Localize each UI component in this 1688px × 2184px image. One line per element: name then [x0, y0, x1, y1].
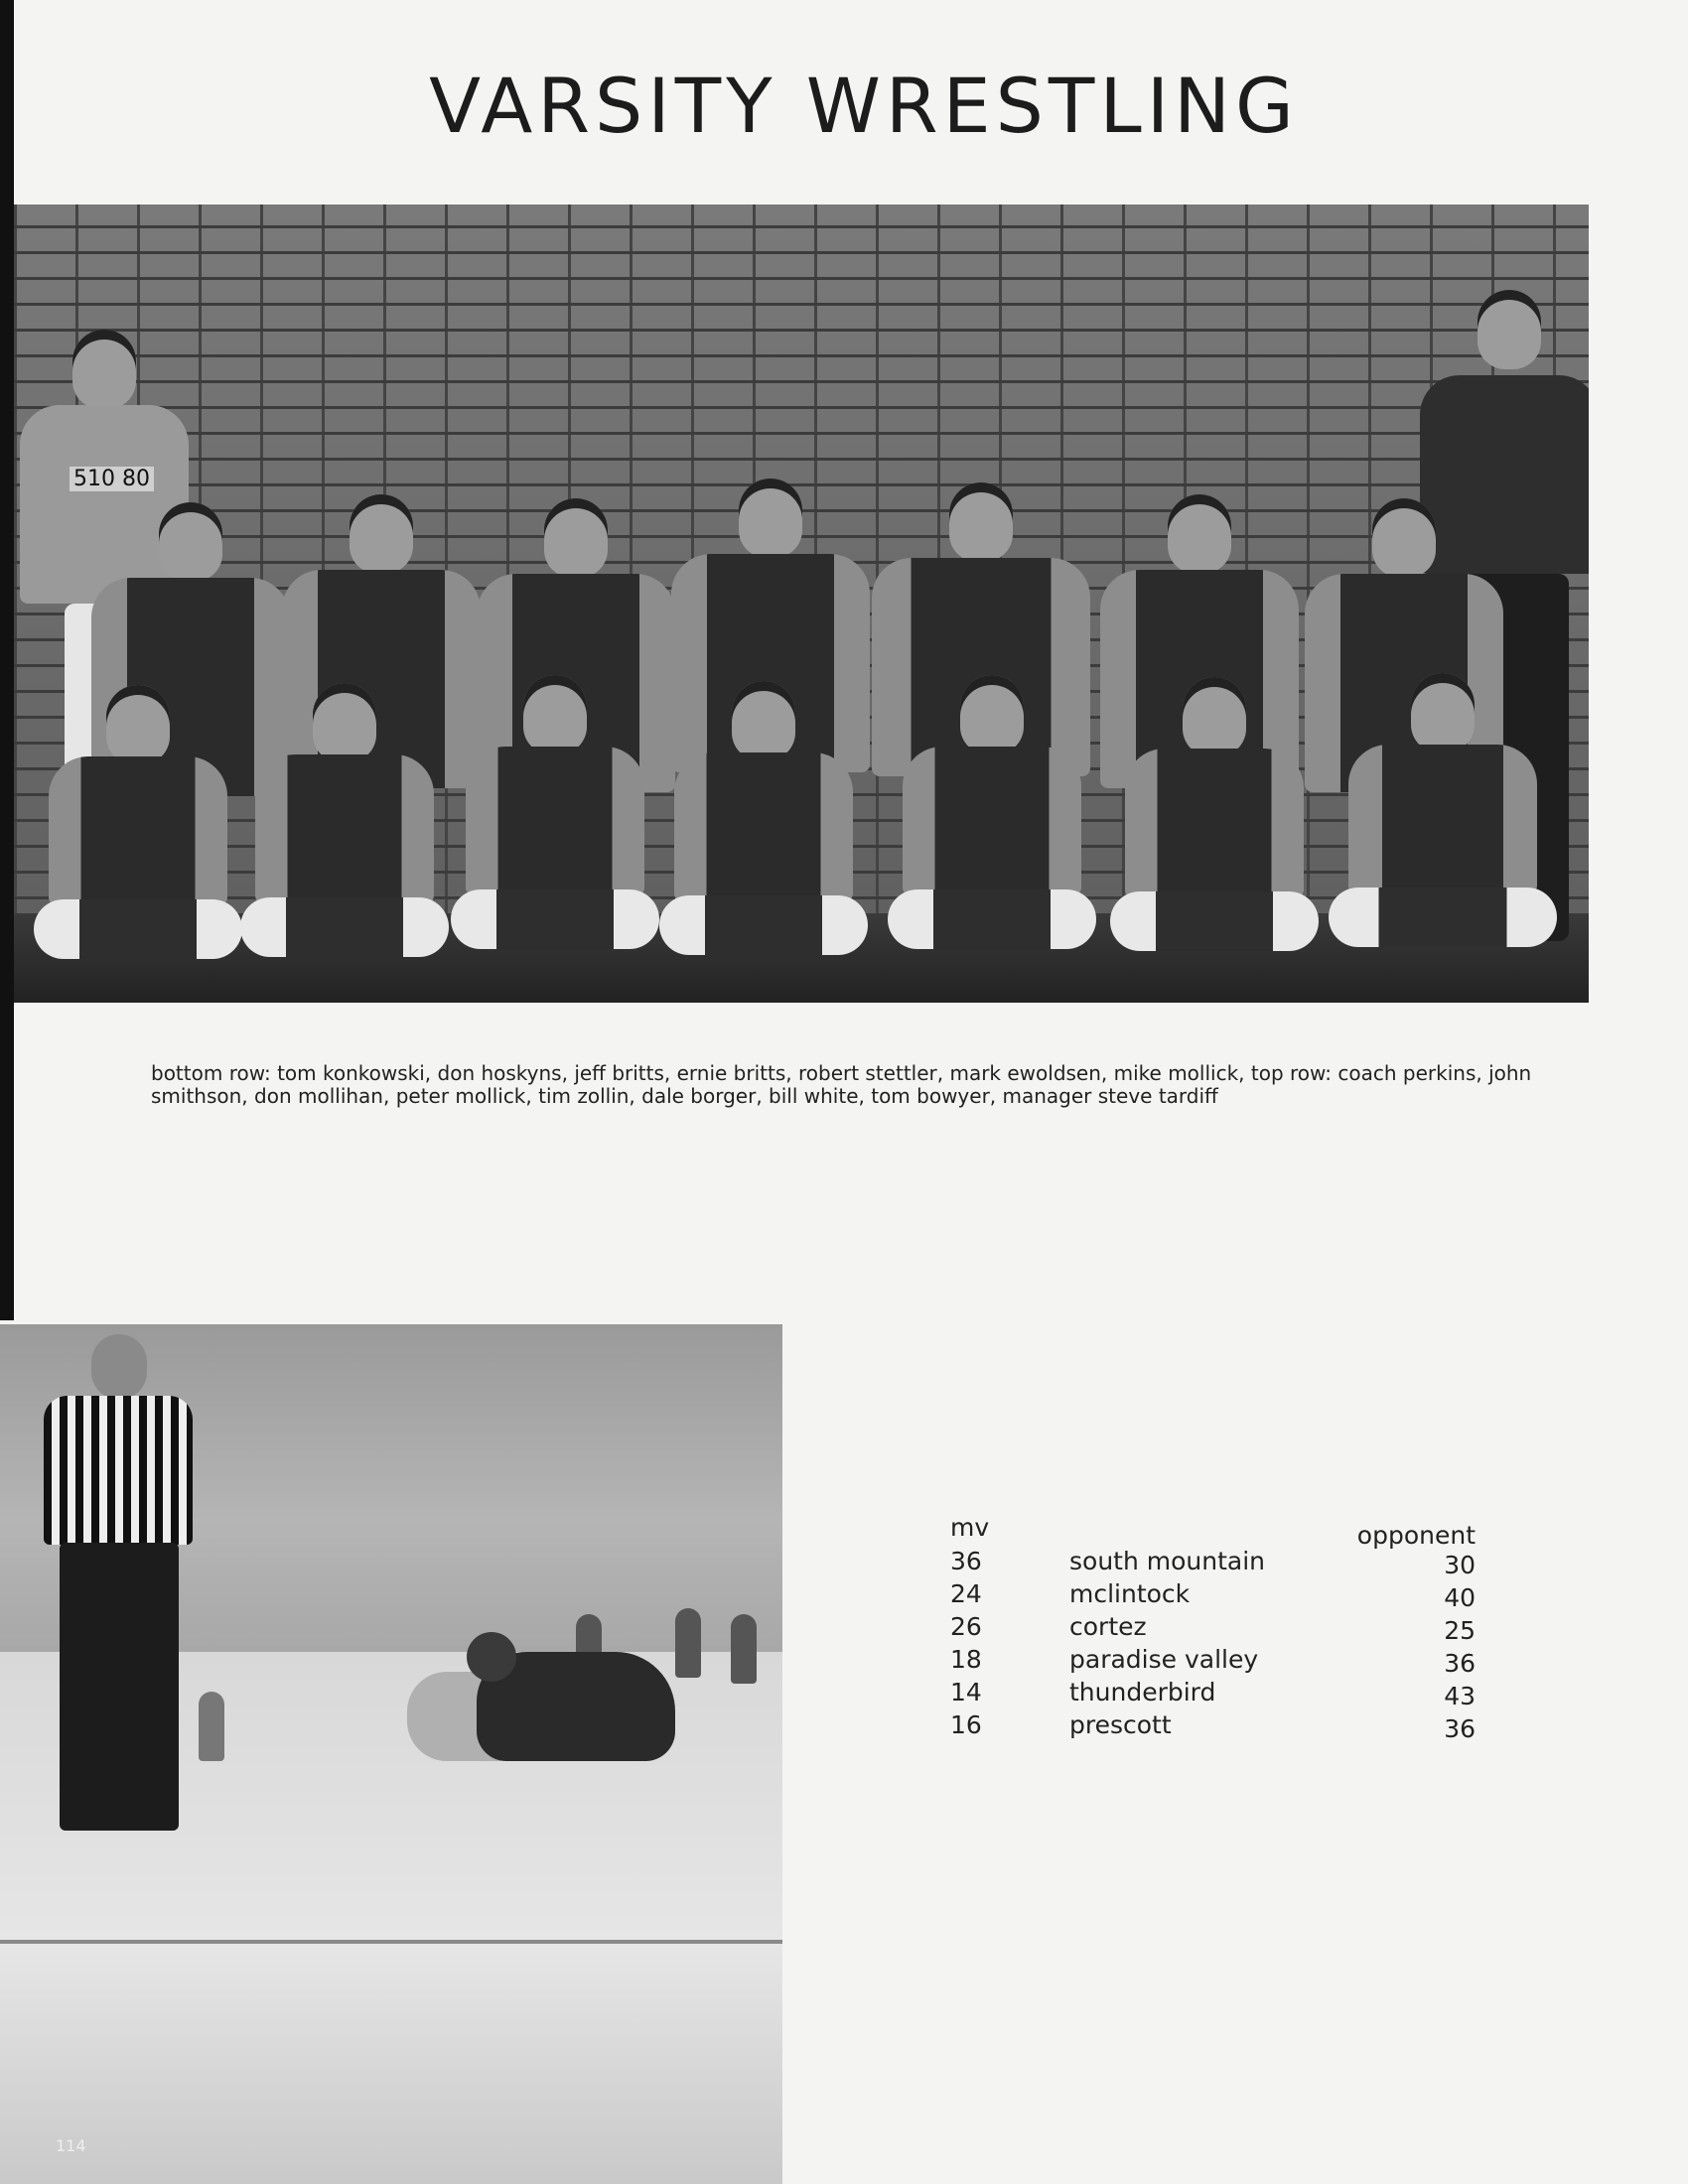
opponent-score: 43: [1444, 1682, 1476, 1710]
opponent-team: thunderbird: [1069, 1678, 1216, 1706]
mv-score: 24: [950, 1579, 982, 1608]
opponent-team: south mountain: [1069, 1547, 1266, 1575]
opponent-team: cortez: [1069, 1612, 1147, 1641]
bottom-row-wrestler: [451, 675, 659, 963]
spectator: [731, 1614, 757, 1684]
opponent-score: 36: [1444, 1649, 1476, 1678]
bottom-row-wrestler: [240, 683, 449, 971]
result-row: [943, 1612, 1499, 1645]
mv-score: 18: [950, 1645, 982, 1674]
opponent-team: prescott: [1069, 1710, 1172, 1739]
mv-score: 14: [950, 1678, 982, 1706]
page-number: 114: [56, 2136, 86, 2155]
bottom-row-wrestler: [1329, 673, 1557, 961]
results-header: [943, 1513, 1499, 1550]
wrestlers-in-match: [397, 1632, 695, 1801]
result-row: [943, 1678, 1499, 1710]
mv-score: 16: [950, 1710, 982, 1739]
page-title: VARSITY WRESTLING: [429, 62, 1299, 150]
coach-shirt-text: 510 80: [70, 467, 154, 491]
opponent-team: mclintock: [1069, 1579, 1191, 1608]
bottom-row-wrestler: [34, 685, 242, 973]
bottom-row-wrestler: [888, 675, 1096, 963]
page-edge-shadow: [0, 0, 14, 1320]
opponent-score: 40: [1444, 1583, 1476, 1612]
bottom-row-wrestler: [659, 681, 868, 969]
bottom-row-wrestler: [1110, 677, 1319, 965]
team-photo-caption: bottom row: tom konkowski, don hoskyns, jeff britts, ernie britts, robert stettler, mark ewoldsen, mike mollick, top row: coach perkins, john smithson, don mollihan, peter mollick, tim zollin, dale borger, bill white, tom bowyer, manager steve tardiff: [151, 1061, 1532, 1108]
header-mv: mv: [950, 1513, 990, 1542]
action-photo: [0, 1324, 782, 2184]
mat-edge-line: [0, 1940, 782, 1944]
opponent-score: 25: [1444, 1616, 1476, 1645]
mv-score: 26: [950, 1612, 982, 1641]
season-results-table: [943, 1513, 1499, 1743]
opponent-score: 36: [1444, 1714, 1476, 1743]
result-row: [943, 1579, 1499, 1612]
result-row: [943, 1710, 1499, 1743]
result-row: [943, 1645, 1499, 1678]
header-opponent: opponent: [1356, 1521, 1476, 1550]
opponent-team: paradise valley: [1069, 1645, 1259, 1674]
referee-figure: [34, 1334, 203, 1850]
opponent-score: 30: [1444, 1551, 1476, 1579]
result-row: [943, 1547, 1499, 1579]
team-photo: [14, 205, 1589, 1003]
mv-score: 36: [950, 1547, 982, 1575]
